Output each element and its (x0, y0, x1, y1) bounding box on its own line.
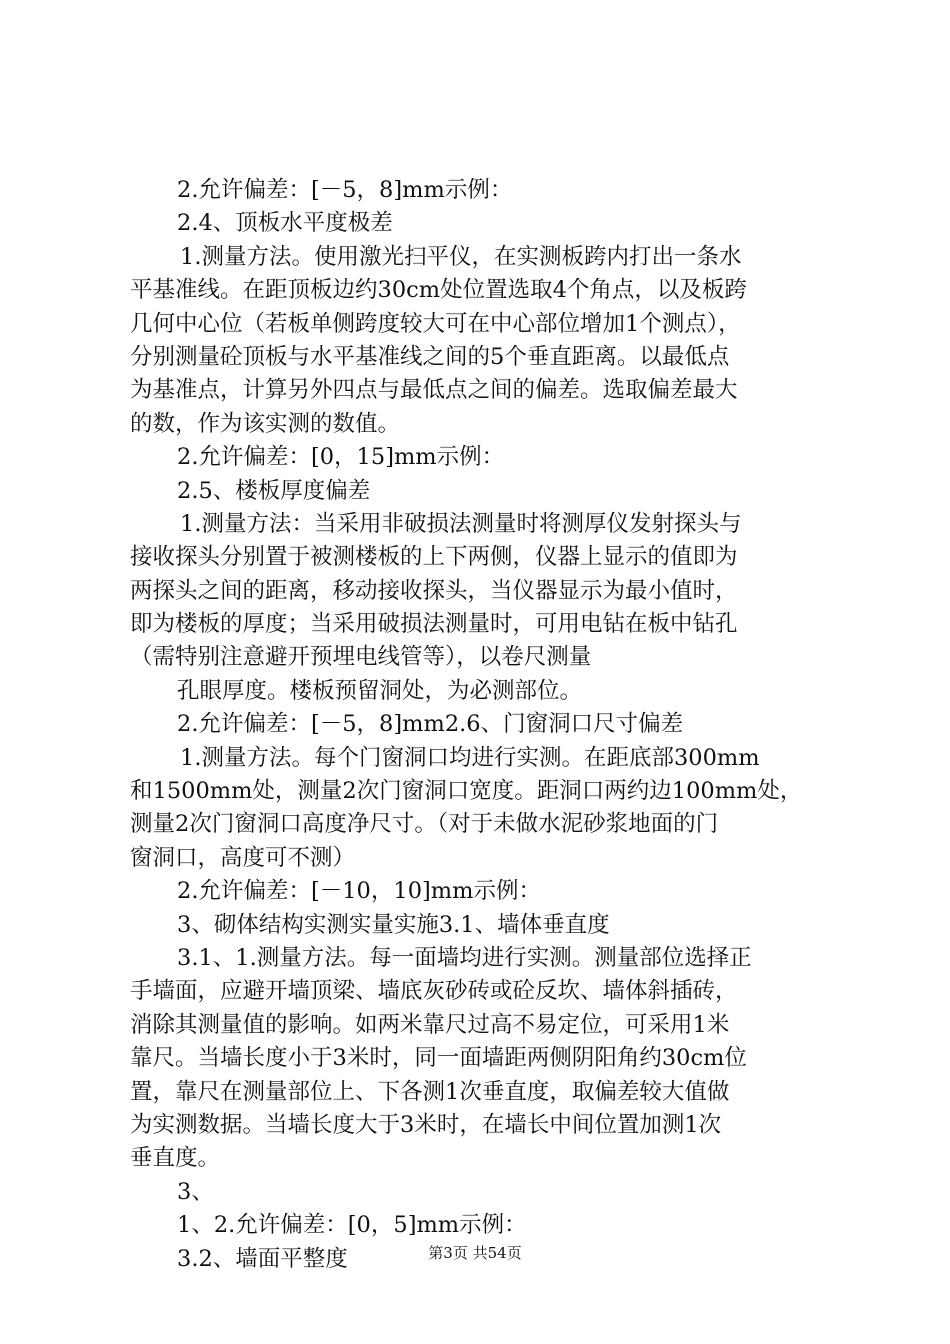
document-body (130, 174, 830, 1276)
text-line: 2.允许偏差：[－5，8]mm示例： (177, 177, 513, 203)
text-line: 接收探头分别置于被测楼板的上下两侧，仪器上显示的值即为 (130, 544, 738, 571)
text-line: 3.1、1.测量方法。每一面墙均进行实测。测量部位选择正 (177, 944, 752, 971)
text-line: 置，靠尺在测量部位上、下各测1次垂直度，取偏差较大值做 (130, 1078, 730, 1105)
text-line: 消除其测量值的影响。如两米靠尺过高不易定位，可采用1米 (130, 1011, 730, 1038)
page-footer: 第3页 共54页 (428, 1244, 522, 1262)
text-line: 为实测数据。当墙长度大于3米时，在墙长中间位置加测1次 (130, 1111, 722, 1138)
text-line: 3、砌体结构实测实量实施3.1、墙体垂直度 (177, 911, 610, 938)
text-line: 测量2次门窗洞口高度净尺寸。（对于未做水泥砂浆地面的门 (130, 811, 719, 838)
text-line: （需特别注意避开预埋电线管等），以卷尺测量 (130, 644, 592, 671)
text-line: 2.5、楼板厚度偏差 (177, 477, 371, 504)
text-line: 分别测量砼顶板与水平基准线之间的5个垂直距离。以最低点 (130, 343, 730, 370)
text-line: 即为楼板的厚度；当采用破损法测量时，可用电钻在板中钻孔 (130, 611, 738, 638)
text-line: 1.测量方法。每个门窗洞口均进行实测。在距底部300mm (180, 744, 760, 771)
text-line: 3、 (177, 1178, 214, 1205)
text-line: 2.4、顶板水平度极差 (177, 210, 393, 237)
text-line: 为基准点，计算另外四点与最低点之间的偏差。选取偏差最大 (130, 377, 738, 404)
text-line: 靠尺。当墙长度小于3米时，同一面墙距两侧阴阳角约30cm位 (130, 1045, 747, 1072)
text-line: 和1500mm处，测量2次门窗洞口宽度。距洞口两约边100mm处， (130, 778, 803, 805)
text-line: 的数，作为该实测的数值。 (130, 410, 401, 437)
text-line: 2.允许偏差：[－10，10]mm示例： (177, 878, 541, 905)
text-line: 窗洞口，高度可不测） (130, 844, 356, 871)
text-line: 2.允许偏差：[0，15]mm示例： (177, 444, 505, 471)
text-line: 几何中心位（若板单侧跨度较大可在中心部位增加1个测点）， (130, 310, 741, 337)
text-line: 手墙面，应避开墙顶梁、墙底灰砂砖或砼反坎、墙体斜插砖， (130, 978, 738, 1005)
text-line: 孔眼厚度。楼板预留洞处，为必测部位。 (177, 677, 583, 704)
text-line: 两探头之间的距离，移动接收探头，当仪器显示为最小值时， (130, 577, 738, 604)
text-line: 3.2、墙面平整度 (177, 1245, 348, 1272)
text-line: 2.允许偏差：[－5，8]mm2.6、门窗洞口尺寸偏差 (177, 711, 684, 738)
text-line: 1.测量方法：当采用非破损法测量时将测厚仪发射探头与 (180, 510, 742, 537)
text-line: 垂直度。 (130, 1145, 221, 1172)
text-line: 1.测量方法。使用激光扫平仪，在实测板跨内打出一条水 (180, 243, 742, 270)
text-line: 1、2.允许偏差：[0，5]mm示例： (177, 1212, 527, 1239)
text-line: 平基准线。在距顶板边约30cm处位置选取4个角点，以及板跨 (130, 277, 747, 304)
